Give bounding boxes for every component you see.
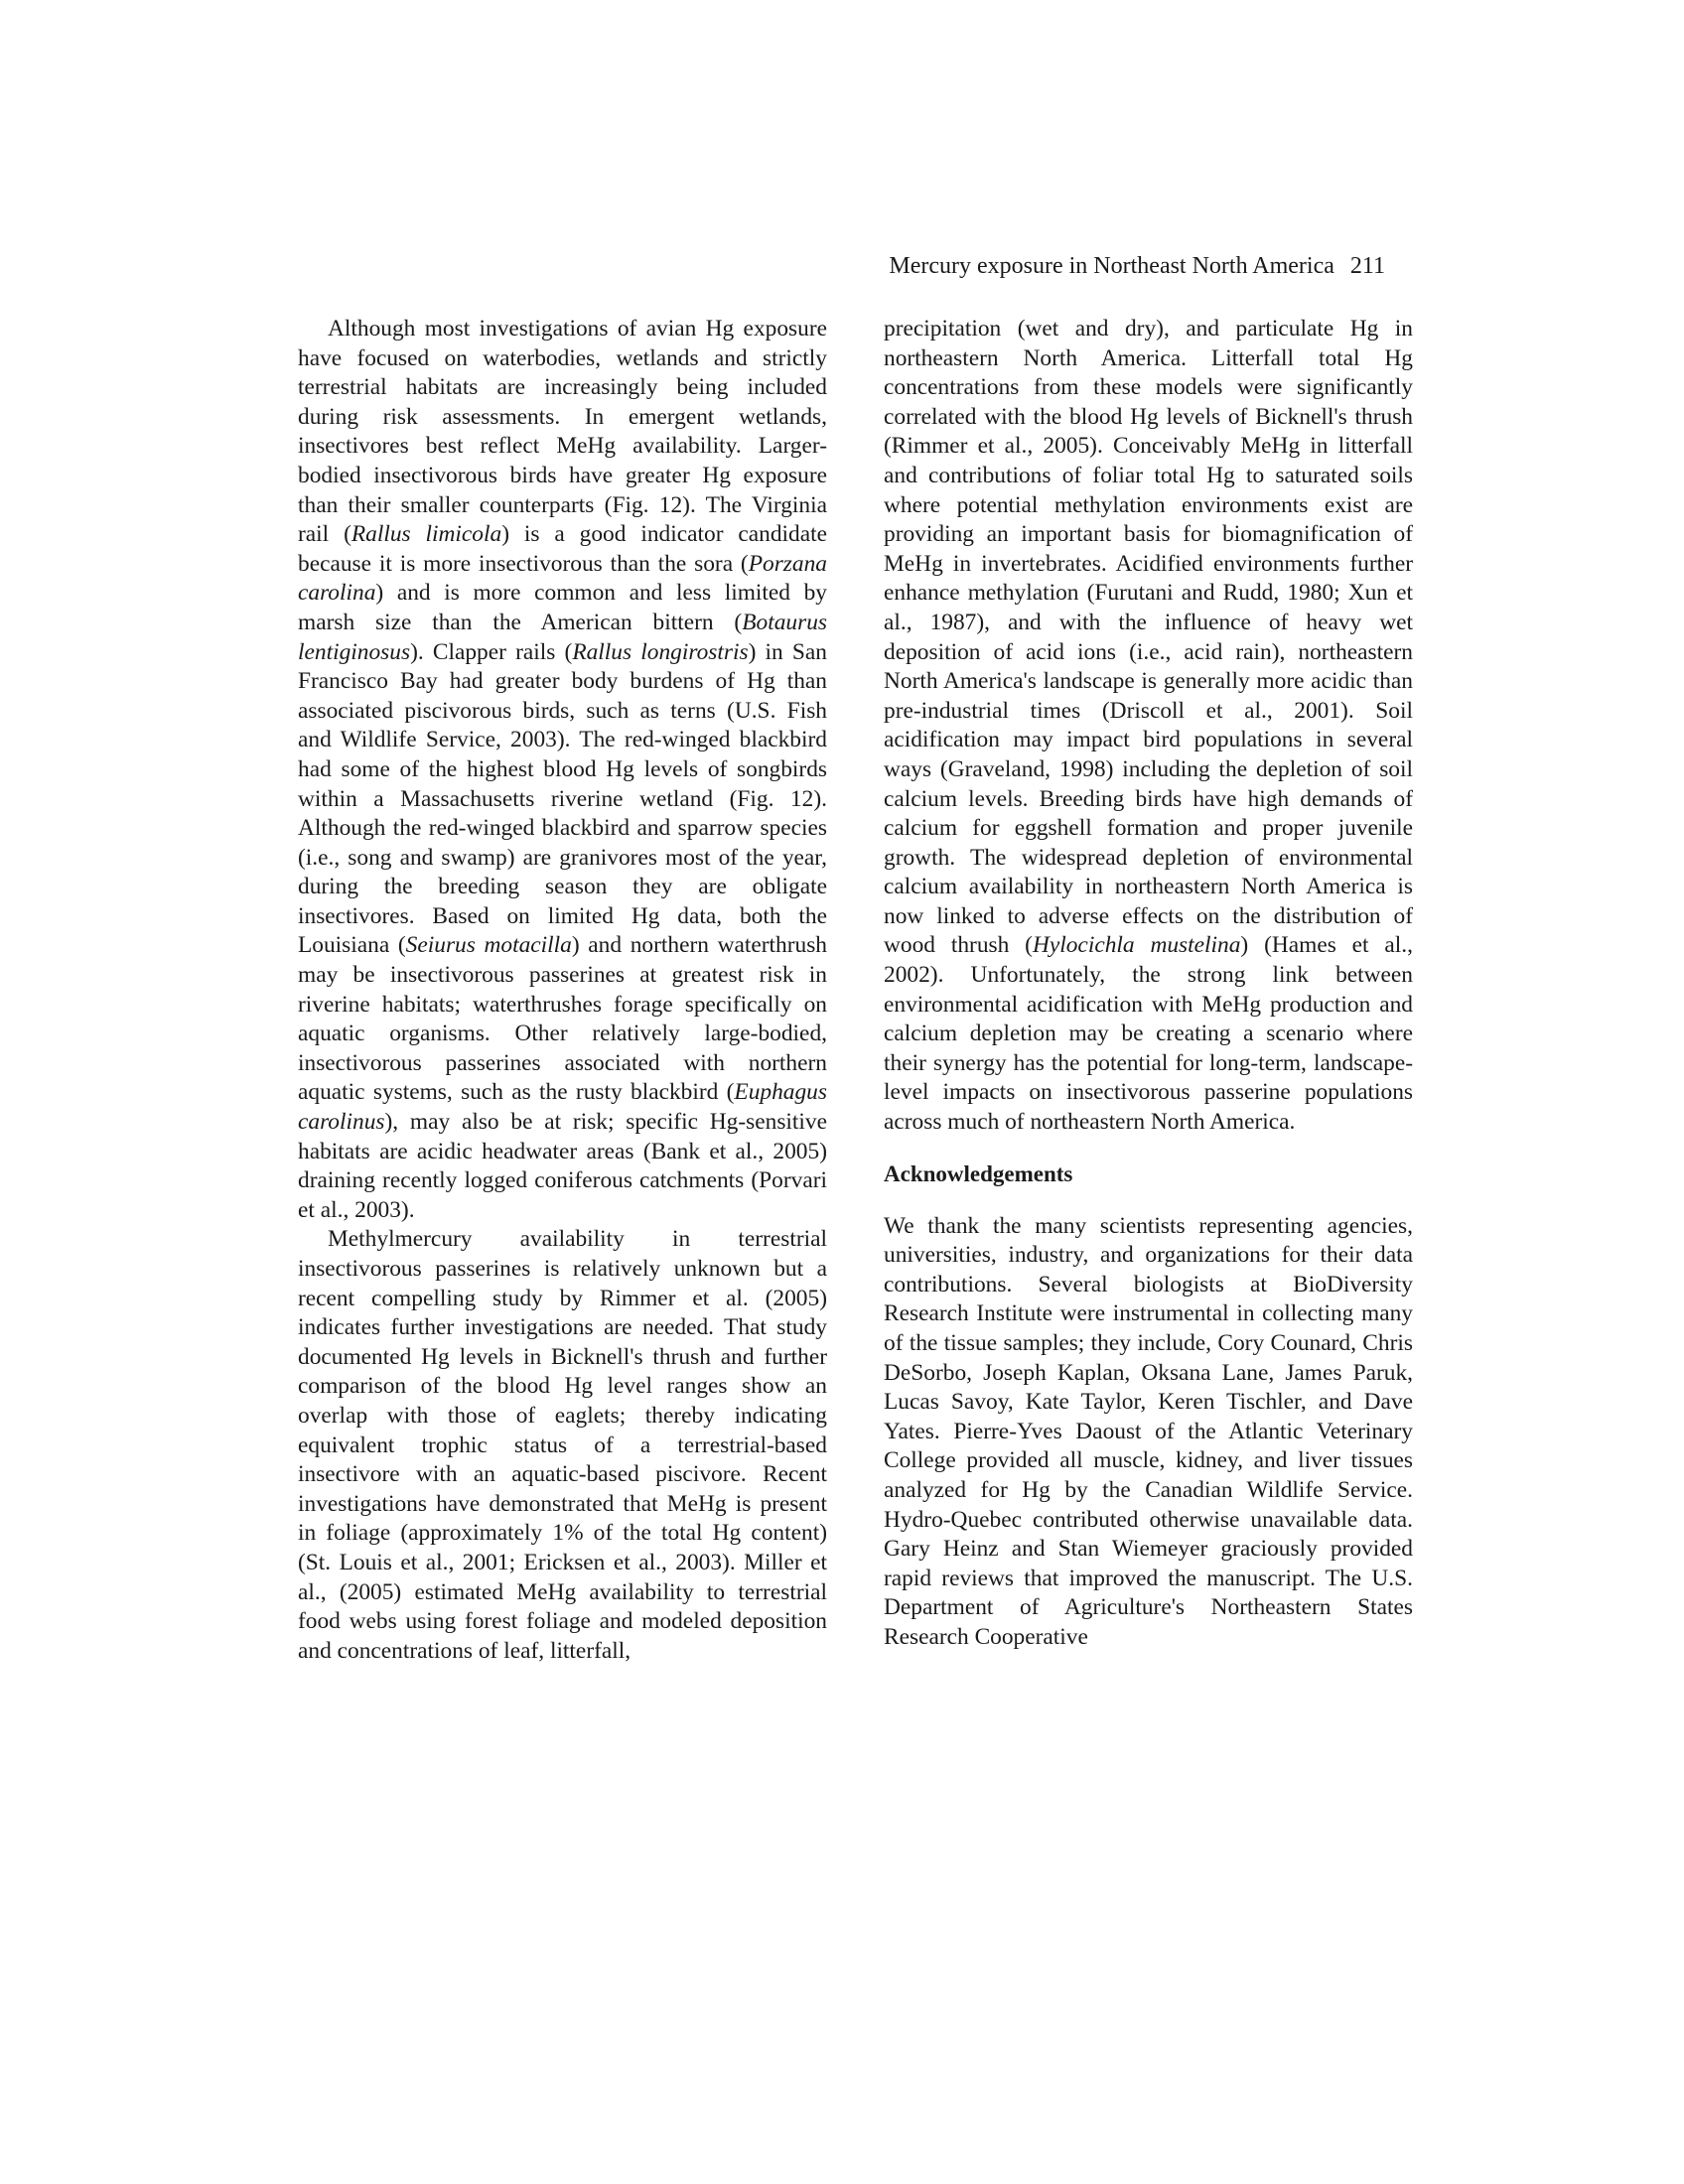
section-heading: Acknowledgements [884, 1160, 1073, 1186]
species-name: Porzana carolina [298, 550, 827, 607]
body-paragraph: precipitation (wet and dry), and particulate Hg in northeastern North America. Litterfall total Hg concentrations from these models were significantly correlated with the blood Hg levels of Bicknell's thrush (Rimmer et al., 2005). Conceivably MeHg in litterfall and contributions of foliar total Hg to saturated soils where potential methylation environments exist are providing an important basis for biomagnification of MeHg in invertebrates. Acidified environments further enhance methylation (Furutani and Rudd, 1980; Xun et al., 1987), and with the influence of heavy wet deposition of acid ions (i.e., acid rain), northeastern North America's landscape is generally more acidic than pre-industrial times (Driscoll et al., 2001). Soil acidification may impact bird populations in several ways (Graveland, 1998) including the depletion of soil calcium levels. Breeding birds have high demands of calcium for eggshell formation and proper juvenile growth. The widespread depletion of environmental calcium availability in northeastern North America is now linked to adverse effects on the distribution of wood thrush (Hylocichla mustelina) (Hames et al., 2002). Unfortunately, the strong link between environmental acidification with MeHg production and calcium depletion may be creating a scenario where their synergy has the potential for long-term, landscape-level impacts on insectivorous passerine populations across much of northeastern North America. [884, 316, 1413, 1136]
running-header [844, 252, 1385, 280]
right-column [884, 315, 1413, 1653]
page-number: 211 [1349, 253, 1385, 279]
left-column [298, 315, 827, 1666]
species-name: Rallus longirostris [572, 638, 749, 665]
species-name: Seiurus motacilla [405, 932, 572, 959]
species-name: Hylocichla mustelina [1032, 932, 1241, 959]
species-name: Botaurus lentiginosus [298, 609, 827, 665]
running-title: Mercury exposure in Northeast North America [889, 253, 1334, 279]
body-paragraph: Methylmercury availability in terrestrial insectivorous passerines is relatively unknown but a recent compelling study by Rimmer et al. (2005) indicates further investigations are needed. That study documented Hg levels in Bicknell's thrush and further comparison of the blood Hg level ranges show an overlap with those of eaglets; thereby indicating equivalent trophic status of a terrestrial-based insectivore with an aquatic-based piscivore. Recent investigations have demonstrated that MeHg is present in foliage (approximately 1% of the total Hg content) (St. Louis et al., 2001; Ericksen et al., 2003). Miller et al., (2005) estimated MeHg availability to terrestrial food webs using forest foliage and modeled deposition and concentrations of leaf, litterfall, [298, 1226, 827, 1664]
acknowledgements-paragraph: We thank the many scientists representing agencies, universities, industry, and organizations for their data contributions. Several biologists at BioDiversity Research Institute were instrumental in collecting many of the tissue samples; they include, Cory Counard, Chris DeSorbo, Joseph Kaplan, Oksana Lane, James Paruk, Lucas Savoy, Kate Taylor, Keren Tischler, and Dave Yates. Pierre-Yves Daoust of the Atlantic Veterinary College provided all muscle, kidney, and liver tissues analyzed for Hg by the Canadian Wildlife Service. Hydro-Quebec contributed otherwise unavailable data. Gary Heinz and Stan Wiemeyer graciously provided rapid reviews that improved the manuscript. The U.S. Department of Agriculture's Northeastern States Research Cooperative [884, 1212, 1413, 1650]
species-name: Euphagus carolinus [298, 1079, 827, 1136]
species-name: Rallus limicola [351, 521, 502, 548]
body-paragraph: Although most investigations of avian Hg exposure have focused on waterbodies, wetlands and strictly terrestrial habitats are increasingly being included during risk assessments. In emergent wetlands, insectivores best reflect MeHg availability. Larger-bodied insectivorous birds have greater Hg exposure than their smaller counterparts (Fig. 12). The Virginia rail (Rallus limicola) is a good indicator candidate because it is more insectivorous than the sora (Porzana carolina) and is more common and less limited by marsh size than the American bittern (Botaurus lentiginosus). Clapper rails (Rallus longirostris) in San Francisco Bay had greater body burdens of Hg than associated piscivorous birds, such as terns (U.S. Fish and Wildlife Service, 2003). The red-winged blackbird had some of the highest blood Hg levels of songbirds within a Massachusetts riverine wetland (Fig. 12). Although the red-winged blackbird and sparrow species (i.e., song and swamp) are granivores most of the year, during the breeding season they are obligate insectivores. Based on limited Hg data, both the Louisiana (Seiurus motacilla) and northern waterthrush may be insectivorous passerines at greatest risk in riverine habitats; waterthrushes forage specifically on aquatic organisms. Other relatively large-bodied, insectivorous passerines associated with northern aquatic systems, such as the rusty blackbird (Euphagus carolinus), may also be at risk; specific Hg-sensitive habitats are acidic headwater areas (Bank et al., 2005) draining recently logged coniferous catchments (Porvari et al., 2003). [298, 316, 827, 1223]
